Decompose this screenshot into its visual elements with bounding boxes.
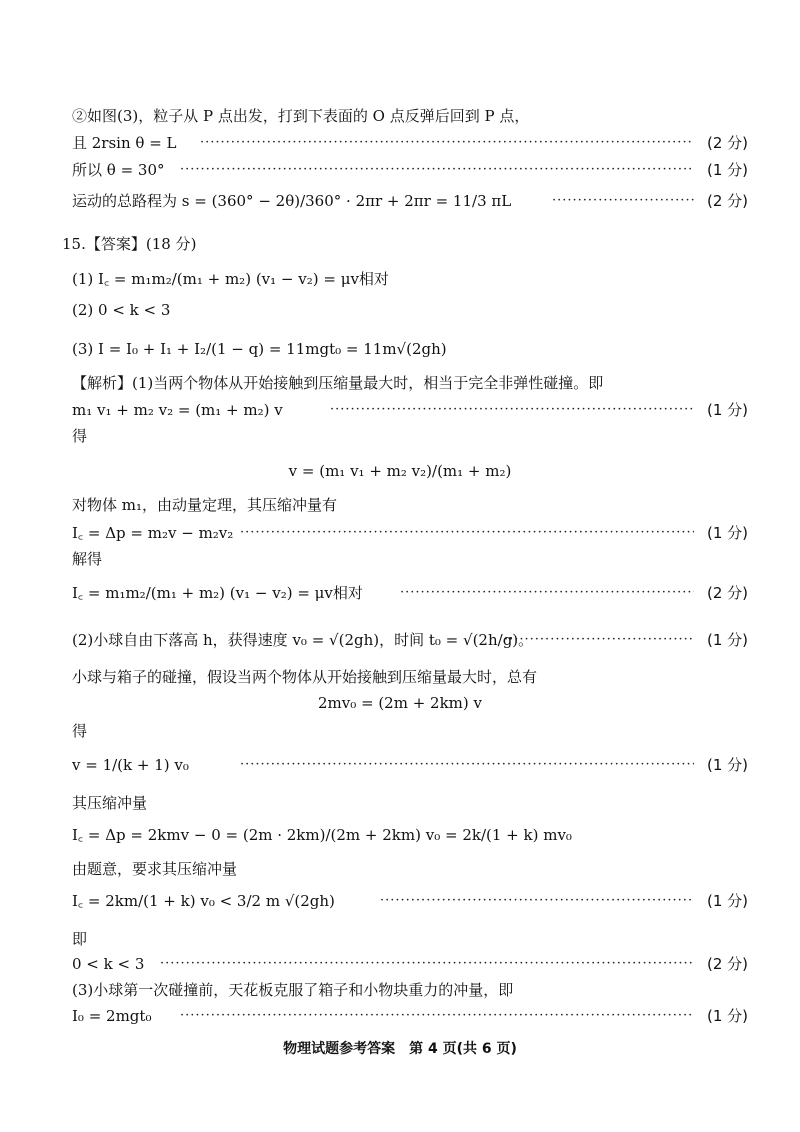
text-line <box>0 423 800 449</box>
text-line <box>0 822 800 848</box>
line-text: m₁ v₁ + m₂ v₂ = (m₁ + m₂) v <box>72 401 283 419</box>
page-footer: 物理试题参考答案 第 4 页(共 6 页) <box>283 1041 517 1057</box>
text-line <box>0 977 800 1003</box>
text-line <box>0 580 800 606</box>
text-line <box>0 336 800 362</box>
text-line <box>0 157 800 183</box>
score-label: (1 分) <box>706 756 748 774</box>
leader-dots <box>400 580 694 606</box>
text-line <box>0 790 800 816</box>
text-line <box>0 926 800 952</box>
leader-dots <box>200 130 694 156</box>
line-text: 对物体 m₁，由动量定理，其压缩冲量有 <box>72 496 338 514</box>
score-label: (1 分) <box>706 631 748 649</box>
leader-dots <box>180 1003 694 1029</box>
line-text: I꜀ = 2km/(1 + k) v₀ < 3/2 m √(2gh) <box>72 892 335 910</box>
score-label: (2 分) <box>706 134 748 152</box>
line-text: 其压缩冲量 <box>72 794 148 812</box>
score-label: (1 分) <box>706 524 748 542</box>
leader-dots <box>160 951 694 977</box>
text-line <box>0 103 800 129</box>
line-text: ②如图(3)，粒子从 P 点出发，打到下表面的 O 点反弹后回到 P 点， <box>72 107 530 125</box>
score-label: (2 分) <box>706 192 748 210</box>
leader-dots <box>240 520 694 546</box>
line-text: I꜀ = m₁m₂/(m₁ + m₂) (v₁ − v₂) = μv相对 <box>72 584 363 602</box>
line-text: 由题意，要求其压缩冲量 <box>72 860 238 878</box>
line-text: 且 2rsin θ = L <box>72 134 177 152</box>
line-text: v = (m₁ v₁ + m₂ v₂)/(m₁ + m₂) <box>288 462 512 480</box>
score-label: (1 分) <box>706 401 748 419</box>
text-line <box>0 1003 800 1029</box>
text-line <box>0 856 800 882</box>
line-text: (3) I = I₀ + I₁ + I₂/(1 − q) = 11mgt₀ = 11m√(2gh) <box>72 340 447 358</box>
text-line <box>0 664 800 690</box>
line-text: 0 < k < 3 <box>72 955 145 973</box>
line-text: 小球与箱子的碰撞，假设当两个物体从开始接触到压缩量最大时，总有 <box>72 668 538 686</box>
line-text: 得 <box>72 722 88 740</box>
text-line <box>0 520 800 546</box>
line-text: 即 <box>72 930 88 948</box>
text-line <box>0 888 800 914</box>
text-line <box>0 130 800 156</box>
text-line <box>0 951 800 977</box>
text-line <box>0 627 800 653</box>
text-line <box>0 546 800 572</box>
line-text: 解得 <box>72 550 103 568</box>
score-label: (1 分) <box>706 892 748 910</box>
leader-dots <box>240 752 694 778</box>
line-text: 运动的总路程为 s = (360° − 2θ)/360° · 2πr + 2πr = 11/3 πL <box>72 192 512 210</box>
leader-dots <box>180 157 694 183</box>
line-text: 所以 θ = 30° <box>72 161 165 179</box>
text-line <box>0 266 800 292</box>
score-label: (2 分) <box>706 584 748 602</box>
leader-dots <box>330 397 694 423</box>
line-text: (2) 0 < k < 3 <box>72 301 171 319</box>
text-line <box>0 492 800 518</box>
text-line <box>0 752 800 778</box>
line-text: 得 <box>72 427 88 445</box>
line-text: (3)小球第一次碰撞前，天花板克服了箱子和小物块重力的冲量，即 <box>72 981 514 999</box>
line-text: v = 1/(k + 1) v₀ <box>72 756 189 774</box>
text-line <box>0 397 800 423</box>
line-text: I꜀ = Δp = 2kmv − 0 = (2m · 2km)/(2m + 2km) v₀ = 2k/(1 + k) mv₀ <box>72 826 572 844</box>
text-line <box>0 718 800 744</box>
leader-dots <box>504 627 694 653</box>
section-heading: 15.【答案】(18 分) <box>62 235 197 253</box>
text-line <box>0 370 800 396</box>
leader-dots <box>552 188 694 214</box>
leader-dots <box>380 888 694 914</box>
score-label: (1 分) <box>706 161 748 179</box>
line-text: I₀ = 2mgt₀ <box>72 1007 152 1025</box>
score-label: (2 分) <box>706 955 748 973</box>
line-text: (1) I꜀ = m₁m₂/(m₁ + m₂) (v₁ − v₂) = μv相对 <box>72 270 389 288</box>
line-text: I꜀ = Δp = m₂v − m₂v₂ <box>72 524 234 542</box>
line-text: 【解析】(1)当两个物体从开始接触到压缩量最大时，相当于完全非弹性碰撞。即 <box>72 374 604 392</box>
line-text: 2mv₀ = (2m + 2km) v <box>317 694 483 712</box>
score-label: (1 分) <box>706 1007 748 1025</box>
text-line <box>0 188 800 214</box>
centered-equation <box>0 690 800 716</box>
text-line <box>0 231 800 257</box>
line-text: (2)小球自由下落高 h，获得速度 v₀ = √(2gh)，时间 t₀ = √(2h/g)。 <box>72 631 534 649</box>
text-line <box>0 297 800 323</box>
centered-equation <box>0 458 800 484</box>
